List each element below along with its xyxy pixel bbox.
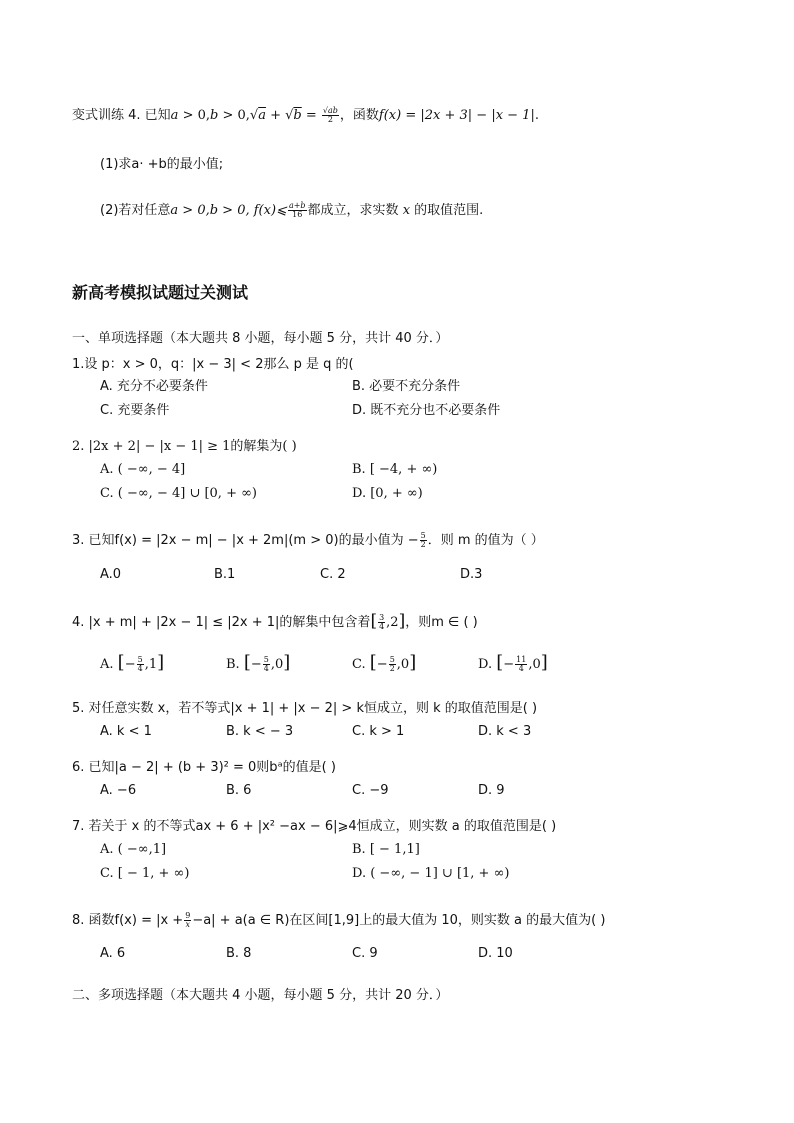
q8-stem-post: −a| + a(a ∈ R)在区间[1,9]上的最大值为 10，则实数 a 的最大值为( ) (192, 913, 606, 928)
q8-stem-pre: 8. 函数f(x) = |x + (72, 913, 184, 928)
q3-stem-pre: 3. 已知f(x) = |2x − m| − |x + 2m|(m > 0)的最小值为 − (72, 533, 419, 548)
q4d-label: D. (478, 657, 493, 672)
sqrt-b: b (293, 108, 302, 123)
func-expr: f(x) = |2x + 3| − |x − 1| (378, 108, 535, 123)
end-dot: . (534, 108, 539, 123)
q4c-neg: − (376, 657, 388, 672)
q2-option-b: B. [ −4, + ∞) (352, 462, 438, 477)
q4a-neg: − (124, 657, 136, 672)
q4b-tail: ,0 (270, 657, 284, 672)
equals: = (301, 108, 321, 123)
q2-end: 的取值范围. (414, 203, 484, 218)
q3-frac-den: 2 (420, 540, 426, 549)
q4-option-d (478, 654, 548, 674)
q4-bracket-tail: ,2 (386, 615, 399, 630)
q8-option-d: D. 10 (478, 946, 513, 961)
q1-option-d: D. 既不充分也不必要条件 (352, 403, 501, 418)
variant-title: 变式训练 4. 已知 (72, 108, 171, 123)
variant-q2 (100, 202, 483, 220)
question-4-stem (72, 612, 478, 632)
var-b: b (210, 108, 219, 123)
sqrt-ab-over-2 (322, 107, 339, 124)
q2-cond: a > 0,b > 0, f(x)⩽ (170, 203, 287, 218)
question-6-stem: 6. 已知|a − 2| + (b + 3)² = 0则bᵃ的值是( ) (72, 760, 336, 775)
q3-option-c: C. 2 (320, 567, 346, 582)
q4a-tail: ,1 (144, 657, 158, 672)
q2-pre: (2)若对任意 (100, 203, 171, 218)
q7-option-b: B. [ − 1,1] (352, 842, 420, 857)
variant-problem-line (72, 107, 539, 125)
q3-stem-post: ．则 m 的值为（ ） (427, 533, 544, 548)
q3-frac-num: 5 (420, 531, 426, 540)
q4a-num: 5 (137, 655, 143, 664)
q4d-num: 11 (516, 655, 527, 664)
frac-num: √ab (322, 106, 338, 115)
func-text: ，函数 (339, 108, 379, 123)
q2-frac-num: a+b (288, 201, 306, 210)
q4d-open: [ (496, 652, 504, 673)
q5-option-d: D. k < 3 (478, 724, 532, 739)
question-7-stem: 7. 若关于 x 的不等式ax + 6 + |x² −ax − 6|⩾4恒成立，则实数 a 的取值范围是( ) (72, 819, 557, 834)
question-5-stem: 5. 对任意实数 x，若不等式|x + 1| + |x − 2| > k恒成立，则 k 的取值范围是( ) (72, 701, 538, 716)
q4b-neg: − (250, 657, 262, 672)
part1-header: 一、单项选择题（本大题共 8 小题，每小题 5 分，共计 40 分．） (72, 331, 449, 346)
q4-option-c (352, 654, 416, 674)
q8-frac (184, 912, 191, 929)
q2-post: 都成立，求实数 (307, 203, 399, 218)
q4-option-b (226, 654, 290, 674)
q4-frac (378, 614, 385, 631)
q2-option-d: D. [0, + ∞) (352, 486, 423, 501)
q4a-frac (137, 656, 144, 673)
q4b-den: 4 (263, 664, 269, 673)
q4b-close: ] (283, 652, 291, 673)
q4a-den: 4 (137, 664, 143, 673)
q4a-open: [ (117, 652, 125, 673)
q3-option-b: B.1 (214, 567, 236, 582)
q4-bracket-close: ] (398, 611, 406, 631)
q4a-close: ] (157, 652, 165, 673)
q4-frac-num: 3 (379, 613, 385, 622)
q3-option-a: A.0 (100, 567, 122, 582)
q3-frac (420, 532, 427, 549)
sqrt-a: a (258, 108, 266, 123)
q8-option-a: A. 6 (100, 946, 126, 961)
q4b-frac (263, 656, 270, 673)
q4c-open: [ (369, 652, 377, 673)
question-3-stem (72, 532, 544, 550)
q1-option-c: C. 充要条件 (100, 403, 170, 418)
q6-option-d: D. 9 (478, 783, 505, 798)
q7-option-d: D. ( −∞, − 1] ∪ [1, + ∞) (352, 866, 510, 881)
cond-rest: > 0, (178, 108, 210, 123)
q4c-num: 5 (389, 655, 395, 664)
section-title: 新高考模拟试题过关测试 (72, 283, 249, 302)
q5-option-c: C. k > 1 (352, 724, 405, 739)
question-8-stem (72, 912, 605, 930)
q4-bracket-open: [ (370, 611, 378, 631)
q8-frac-num: 9 (185, 911, 191, 920)
q6-option-c: C. −9 (352, 783, 389, 798)
q4-option-a (100, 654, 164, 674)
q8-frac-den: x (185, 920, 191, 929)
cond-rest2: > 0,√ (218, 108, 259, 123)
variant-q1: (1)求a· +b的最小值; (100, 157, 224, 172)
part2-header: 二、多项选择题（本大题共 4 小题，每小题 5 分，共计 20 分．） (72, 988, 449, 1003)
plus-sqrt: + √ (265, 108, 294, 123)
q2-x: x (402, 203, 411, 218)
q2-option-a: A. ( −∞, − 4] (100, 462, 186, 477)
q5-option-b: B. k < − 3 (226, 724, 294, 739)
q8-option-c: C. 9 (352, 946, 378, 961)
q7-option-c: C. [ − 1, + ∞) (100, 866, 190, 881)
q4c-close: ] (409, 652, 417, 673)
q3-option-d: D.3 (460, 567, 483, 582)
q4-stem-post: ，则m ∈ ( ) (405, 615, 478, 630)
q7-option-a: A. ( −∞,1] (100, 842, 167, 857)
q2-frac (288, 202, 307, 219)
q5-option-a: A. k < 1 (100, 724, 152, 739)
q4a-label: A. (100, 657, 114, 672)
q4b-label: B. (226, 657, 240, 672)
frac-den: 2 (327, 115, 333, 124)
q4c-frac (389, 656, 396, 673)
q4-frac-den: 4 (379, 622, 385, 631)
q1-option-a: A. 充分不必要条件 (100, 379, 208, 394)
q6-option-a: A. −6 (100, 783, 137, 798)
q4d-tail: ,0 (528, 657, 541, 672)
q1-option-b: B. 必要不充分条件 (352, 379, 461, 394)
q2-option-c: C. ( −∞, − 4] ∪ [0, + ∞) (100, 486, 257, 501)
var-a: a (170, 108, 179, 123)
q4c-label: C. (352, 657, 366, 672)
q4-stem-pre: 4. |x + m| + |2x − 1| ≤ |2x + 1|的解集中包含着 (72, 615, 371, 630)
q4d-den: 4 (518, 664, 524, 673)
q4d-close: ] (540, 652, 548, 673)
q4b-open: [ (243, 652, 251, 673)
question-1-stem: 1.设 p：x > 0，q：|x − 3| < 2那么 p 是 q 的( (72, 357, 354, 372)
question-2-stem: 2. |2x + 2| − |x − 1| ≥ 1的解集为( ) (72, 439, 297, 454)
q4d-neg: − (503, 657, 515, 672)
q6-option-b: B. 6 (226, 783, 252, 798)
q2-frac-den: 16 (292, 210, 303, 219)
q4c-den: 2 (389, 664, 395, 673)
q4d-frac (515, 656, 527, 673)
q4c-tail: ,0 (396, 657, 410, 672)
q4b-num: 5 (263, 655, 269, 664)
q8-option-b: B. 8 (226, 946, 252, 961)
